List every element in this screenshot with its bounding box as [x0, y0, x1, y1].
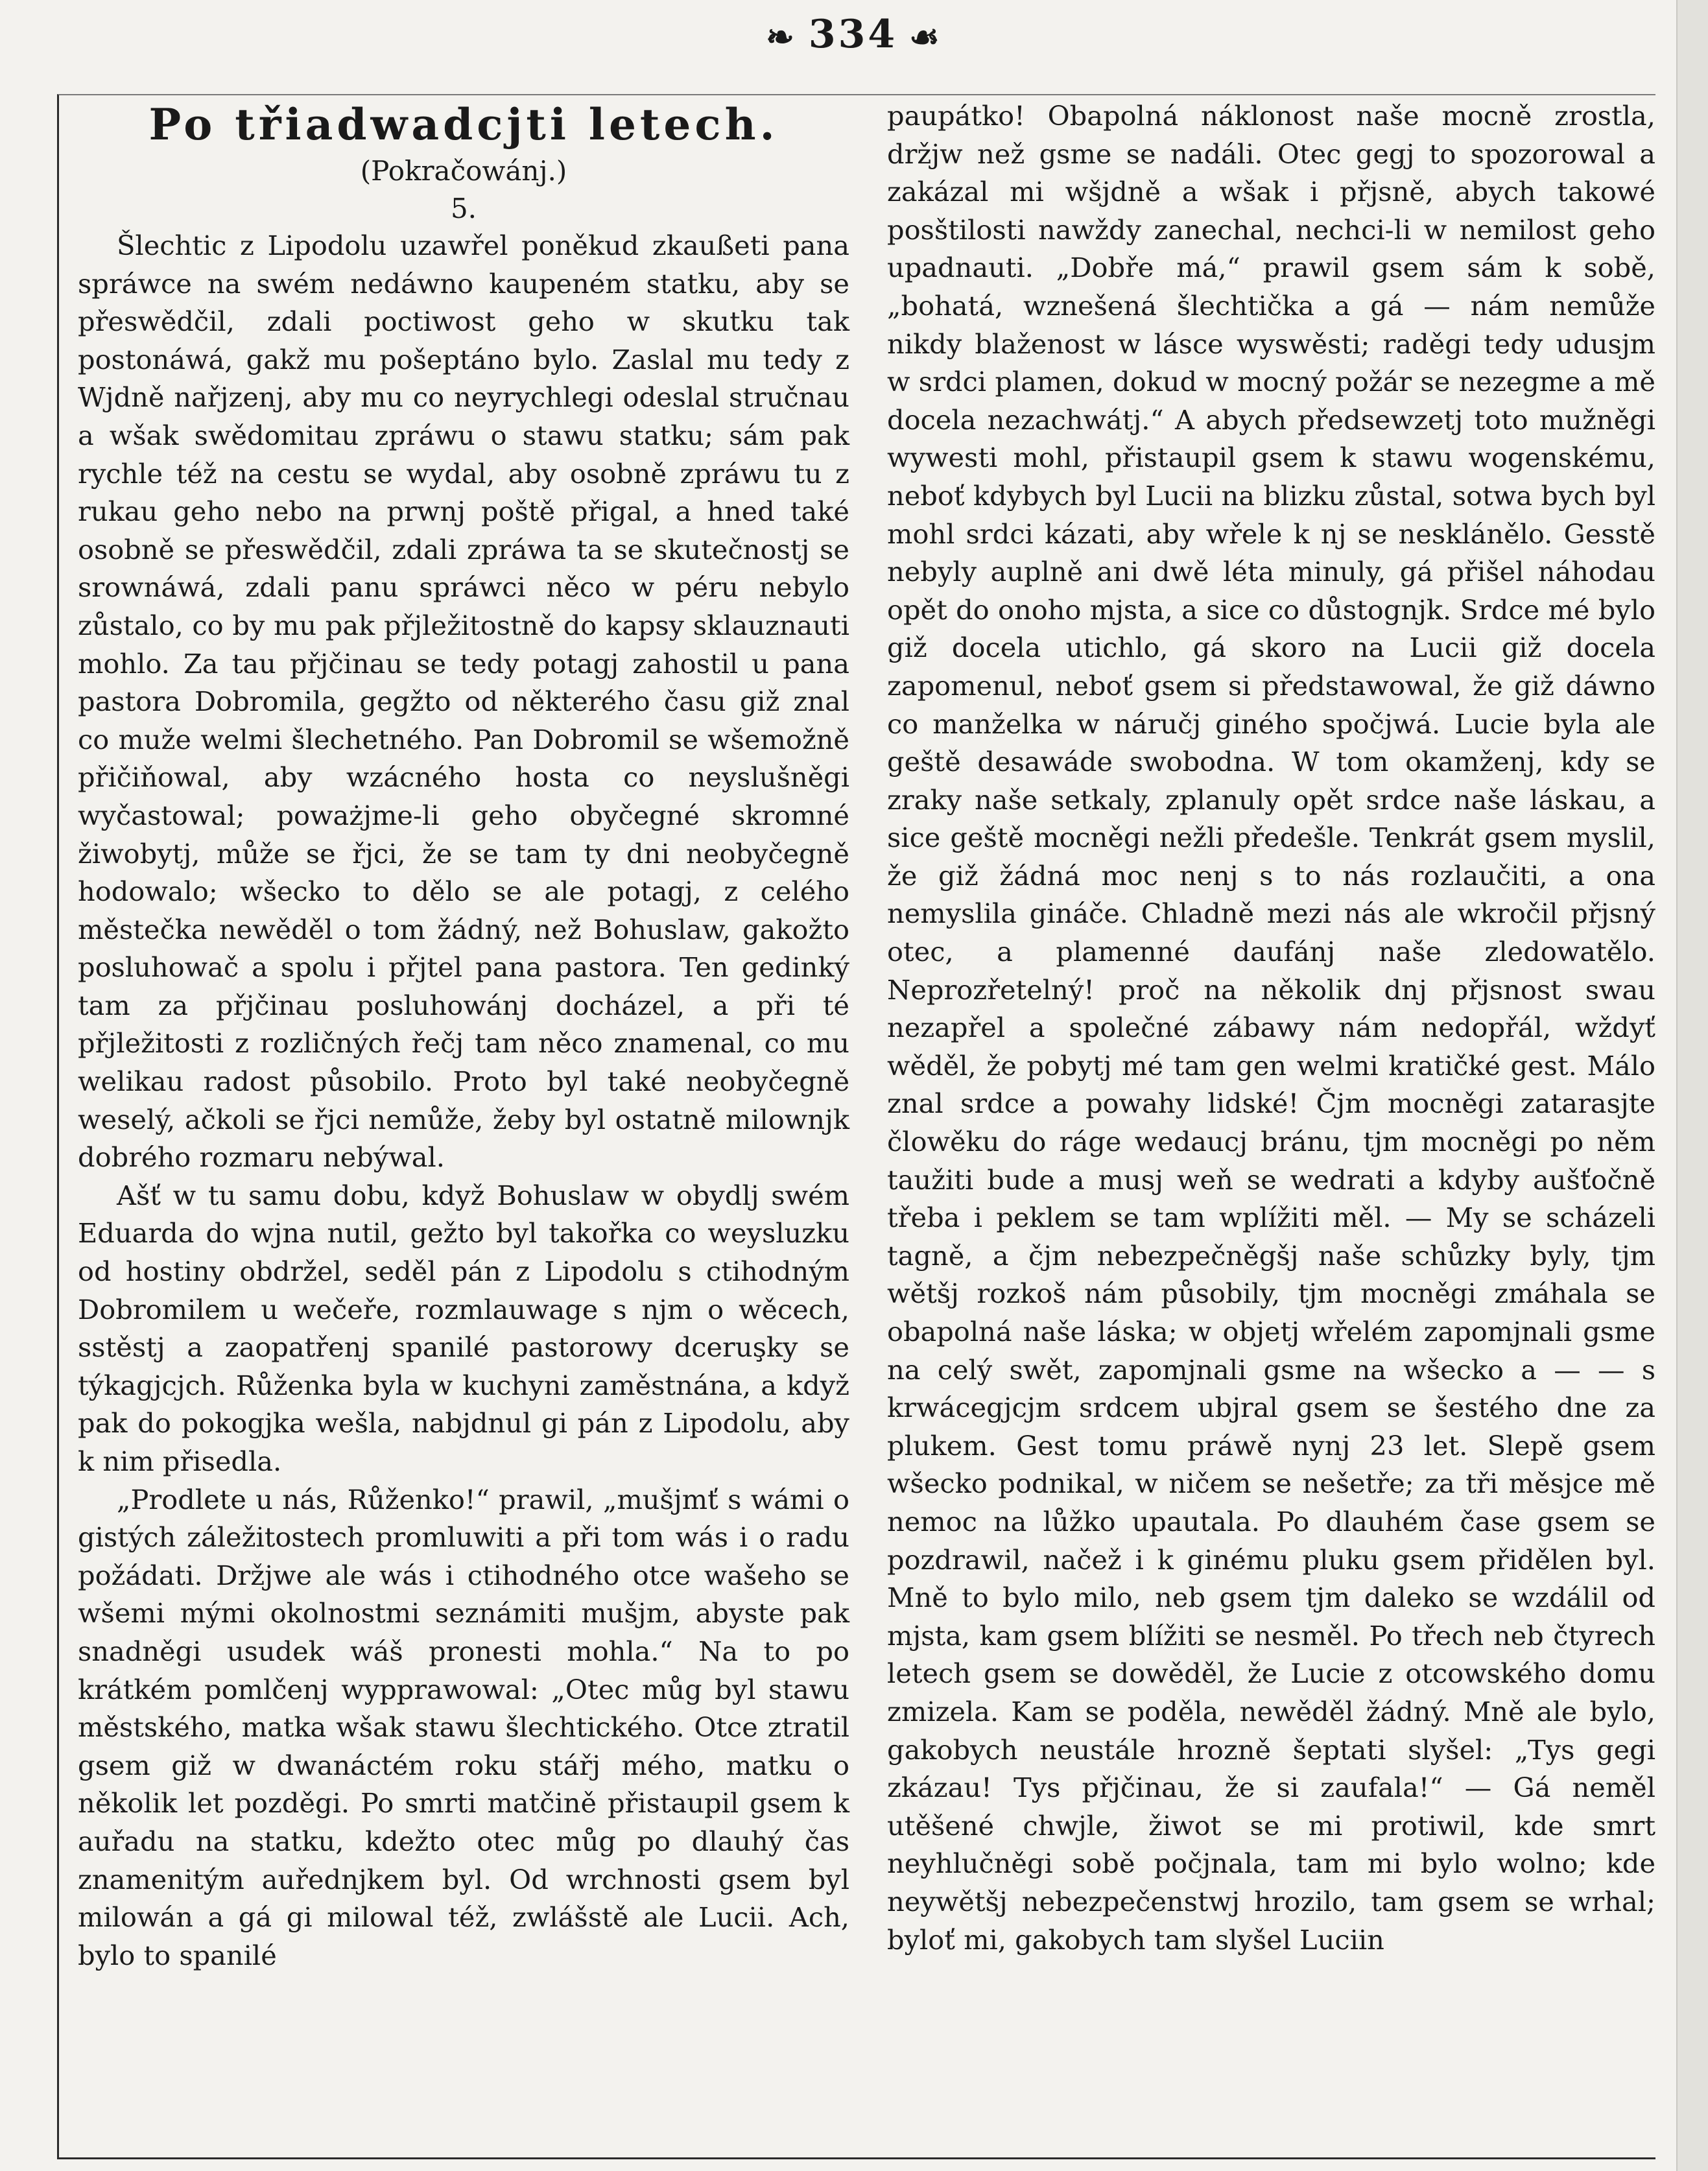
paragraph-continued: paupátko! Obapolná náklonost naše mocně zrostla, držjw než gsme se nadáli. Otec gegj to spozorowal a zakázal mi wšjdně a wšak i přjsně, abych takowé posštilosti nawždy zanechal, nechci-li w nemilost geho upadnauti. „Dobře má,“ prawil gsem sám k sobě, „bohatá, wznešená šlechtička a gá — nám nemůže nikdy blaženost w lásce wyswěsti; raděgi tedy udusjm w srdci plamen, dokud w mocný požár se nezegme a mě docela nezachwátj.“ A abych předsewzetj toto mužněgi wywesti mohl, přistaupil gsem k stawu wogenskému, neboť kdybych byl Lucii na blizku zůstal, sotwa bych byl mohl srdci kázati, aby wřele k nj se nesklánělo. Gesstě nebyly auplně ani dwě léta minuly, gá přišel náhodau opět do onoho mjsta, a sice co důstognjk. Srdce mé bylo giž docela utichlo, gá skoro na Lucii giž docela zapomenul, neboť gsem si předstawowal, že giž dáwno co manželka w náručj giného spočjwá. Lucie byla ale geště desawáde swobodna. W tom okamženj, kdy se zraky naše setkaly, zplanuly opět srdce naše láskau, a sice geště mocněgi nežli předešle. Tenkrát gsem myslil, že giž žádná moc nenj s to nás rozlaučiti, a ona nemyslila gináče. Chladně mezi nás ale wkročil přjsný otec, a plamenné daufánj naše zledowatělo. Neprozřetelný! proč na několik dnj přjsnost swau nezapřel a společné zábawy nám nedopřál, wždyť wěděl, že pobytj mé tam gen welmi kratičké gest. Málo znal srdce a powahy lidské! Čjm mocněgi zatarasjte člowěku do ráge wedaucj bránu, tjm mocněgi po něm taužiti bude a musj weň se wedrati a kdyby aušťočně třeba i peklem se tam wplížiti měl. — My se scházeli tagně, a čjm nebezpečněgšj naše schůzky byly, tjm wětšj rozkoš nám působily, tjm mocněgi zmáhala se obapolná naše láska; w objetj wřelém zapomjnali gsme na celý swět, zapomjnali gsme na wšecko a — — s krwácegjcjm srdcem ubjral gsem se šestého dne za plukem. Gest tomu práwě nynj 23 let. Slepě gsem wšecko podnikal, w ničem se nešetře; za tři měsjce mě nemoc na lůžko upautala. Po dlauhém čase gsem se pozdrawil, načež i k ginému pluku gsem přidělen byl. Mně to bylo milo, neb gsem tjm daleko se wzdálil od mjsta, kam gsem blížiti se nesměl. Po třech neb čtyrech letech gsem se dowěděl, že Lucie z otcowského domu zmizela. Kam se poděla, newěděl žádný. Mně ale bylo, gakobych neustále hrozně šeptati slyšel: „Tys gegi zkázau! Tys přjčinau, že si zaufala!“ — Gá neměl utěšené chwjle, žiwot se mi protiwil, kde smrt neyhlučněgi sobě počjnala, tam mi bylo wolno; kde neywětšj nebezpečenstwj hrozilo, tam gsem se wrhal; byloť mi, gakobych tam slyšel Luciin: [887, 100, 1655, 1956]
page-edge: [1676, 0, 1708, 2171]
page-number: 334: [808, 12, 898, 57]
paragraph: „Prodlete u nás, Růženko!“ prawil, „mušjmť s wámi o gistých záležitostech promluwiti a při tom wás i o radu požádati. Držjwe ale wás i ctihodného otce wašeho se wšemi mými okolnostmi seznámiti mušjm, abyste pak snadněgi usudek wáš pronesti mohla.“ Na to po krátkém pomlčenj wypprawowal: „Otec můg byl stawu městského, matka wšak stawu šlechtického. Otce ztratil gsem giž w dwanáctém roku stářj mého, matku o několik let pozděgi. Po smrti matčině přistaupil gsem k auřadu na statku, kdežto otec můg po dlauhý čas znamenitým auřednjkem byl. Od wrchnosti gsem byl milowán a gá gi milowal též, zwlášstě ale Lucii. Ach, bylo to spanilé: [78, 1483, 849, 1971]
right-column: [887, 97, 1655, 1959]
section-number: 5.: [450, 193, 477, 224]
page-header: [0, 12, 1708, 57]
article-subtitle: (Pokračowánj.): [360, 155, 567, 187]
left-column: [78, 97, 849, 1975]
paragraph: Ašť w tu samu dobu, když Bohuslaw w obydlj swém Eduarda do wjna nutil, gežto byl takořka co weysluzku od hostiny obdržel, seděl pán z Lipodolu s ctihodným Dobromilem u wečeře, rozmlauwage s njm o wěcech, sstěstj a zaopatřenj spanilé pastorowy dceruşky se týkagjcjch. Růženka byla w kuchyni zaměstnána, a když pak do pokogjka wešla, nabjdnul gi pán z Lipodolu, aby k nim přisedla.: [78, 1179, 849, 1477]
ornament-left-icon: ❧: [766, 18, 797, 57]
article-title: Po třiadwadcjti letech.: [148, 99, 779, 150]
paragraph: Šlechtic z Lipodolu uzawřel poněkud zkaußeti pana spráwce na swém nedáwno kaupeném statku, aby se přeswědčil, zdali poctiwost geho w skutku tak postonáwá, gakž mu pošeptáno bylo. Zaslal mu tedy z Wjdně nařjzenj, aby mu co neyrychlegi odeslal stručnau a wšak swědomitau zpráwu o stawu statku; sám pak rychle též na cestu se wydal, aby osobně zpráwu tu z rukau geho nebo na prwnj poště přigal, a hned také osobně se přeswědčil, zdali zpráwa ta se skutečnostj se srownáwá, zdali panu spráwci něco w péru nebylo zůstalo, co by mu pak přjležitostně do kapsy sklauznauti mohlo. Za tau přjčinau se tedy potagj zahostil u pana pastora Dobromila, gegžto od některého času giž znal co muže welmi šlechetného. Pan Dobromil se wšemožně přičiňowal, aby wzácného hosta co neyslušněgi wyčastowal; poważjme-li geho obyčegné skromné žiwobytj, může se řjci, že se tam ty dni neobyčegně hodowalo; wšecko to dělo se ale potagj, z celého městečka newěděl o tom žádný, než Bohuslaw, gakožto posluhowač a spolu i přjtel pana pastora. Ten gedinký tam za přjčinau posluhowánj docházel, a při té přjležitosti z rozličných řečj tam něco znamenal, co mu welikau radost působilo. Proto byl také neobyčegně weselý, ačkoli se řjci nemůže, žeby byl ostatně milownjk dobrého rozmaru nebýwal.: [78, 230, 849, 1174]
ornament-right-icon: ☙: [909, 18, 942, 57]
